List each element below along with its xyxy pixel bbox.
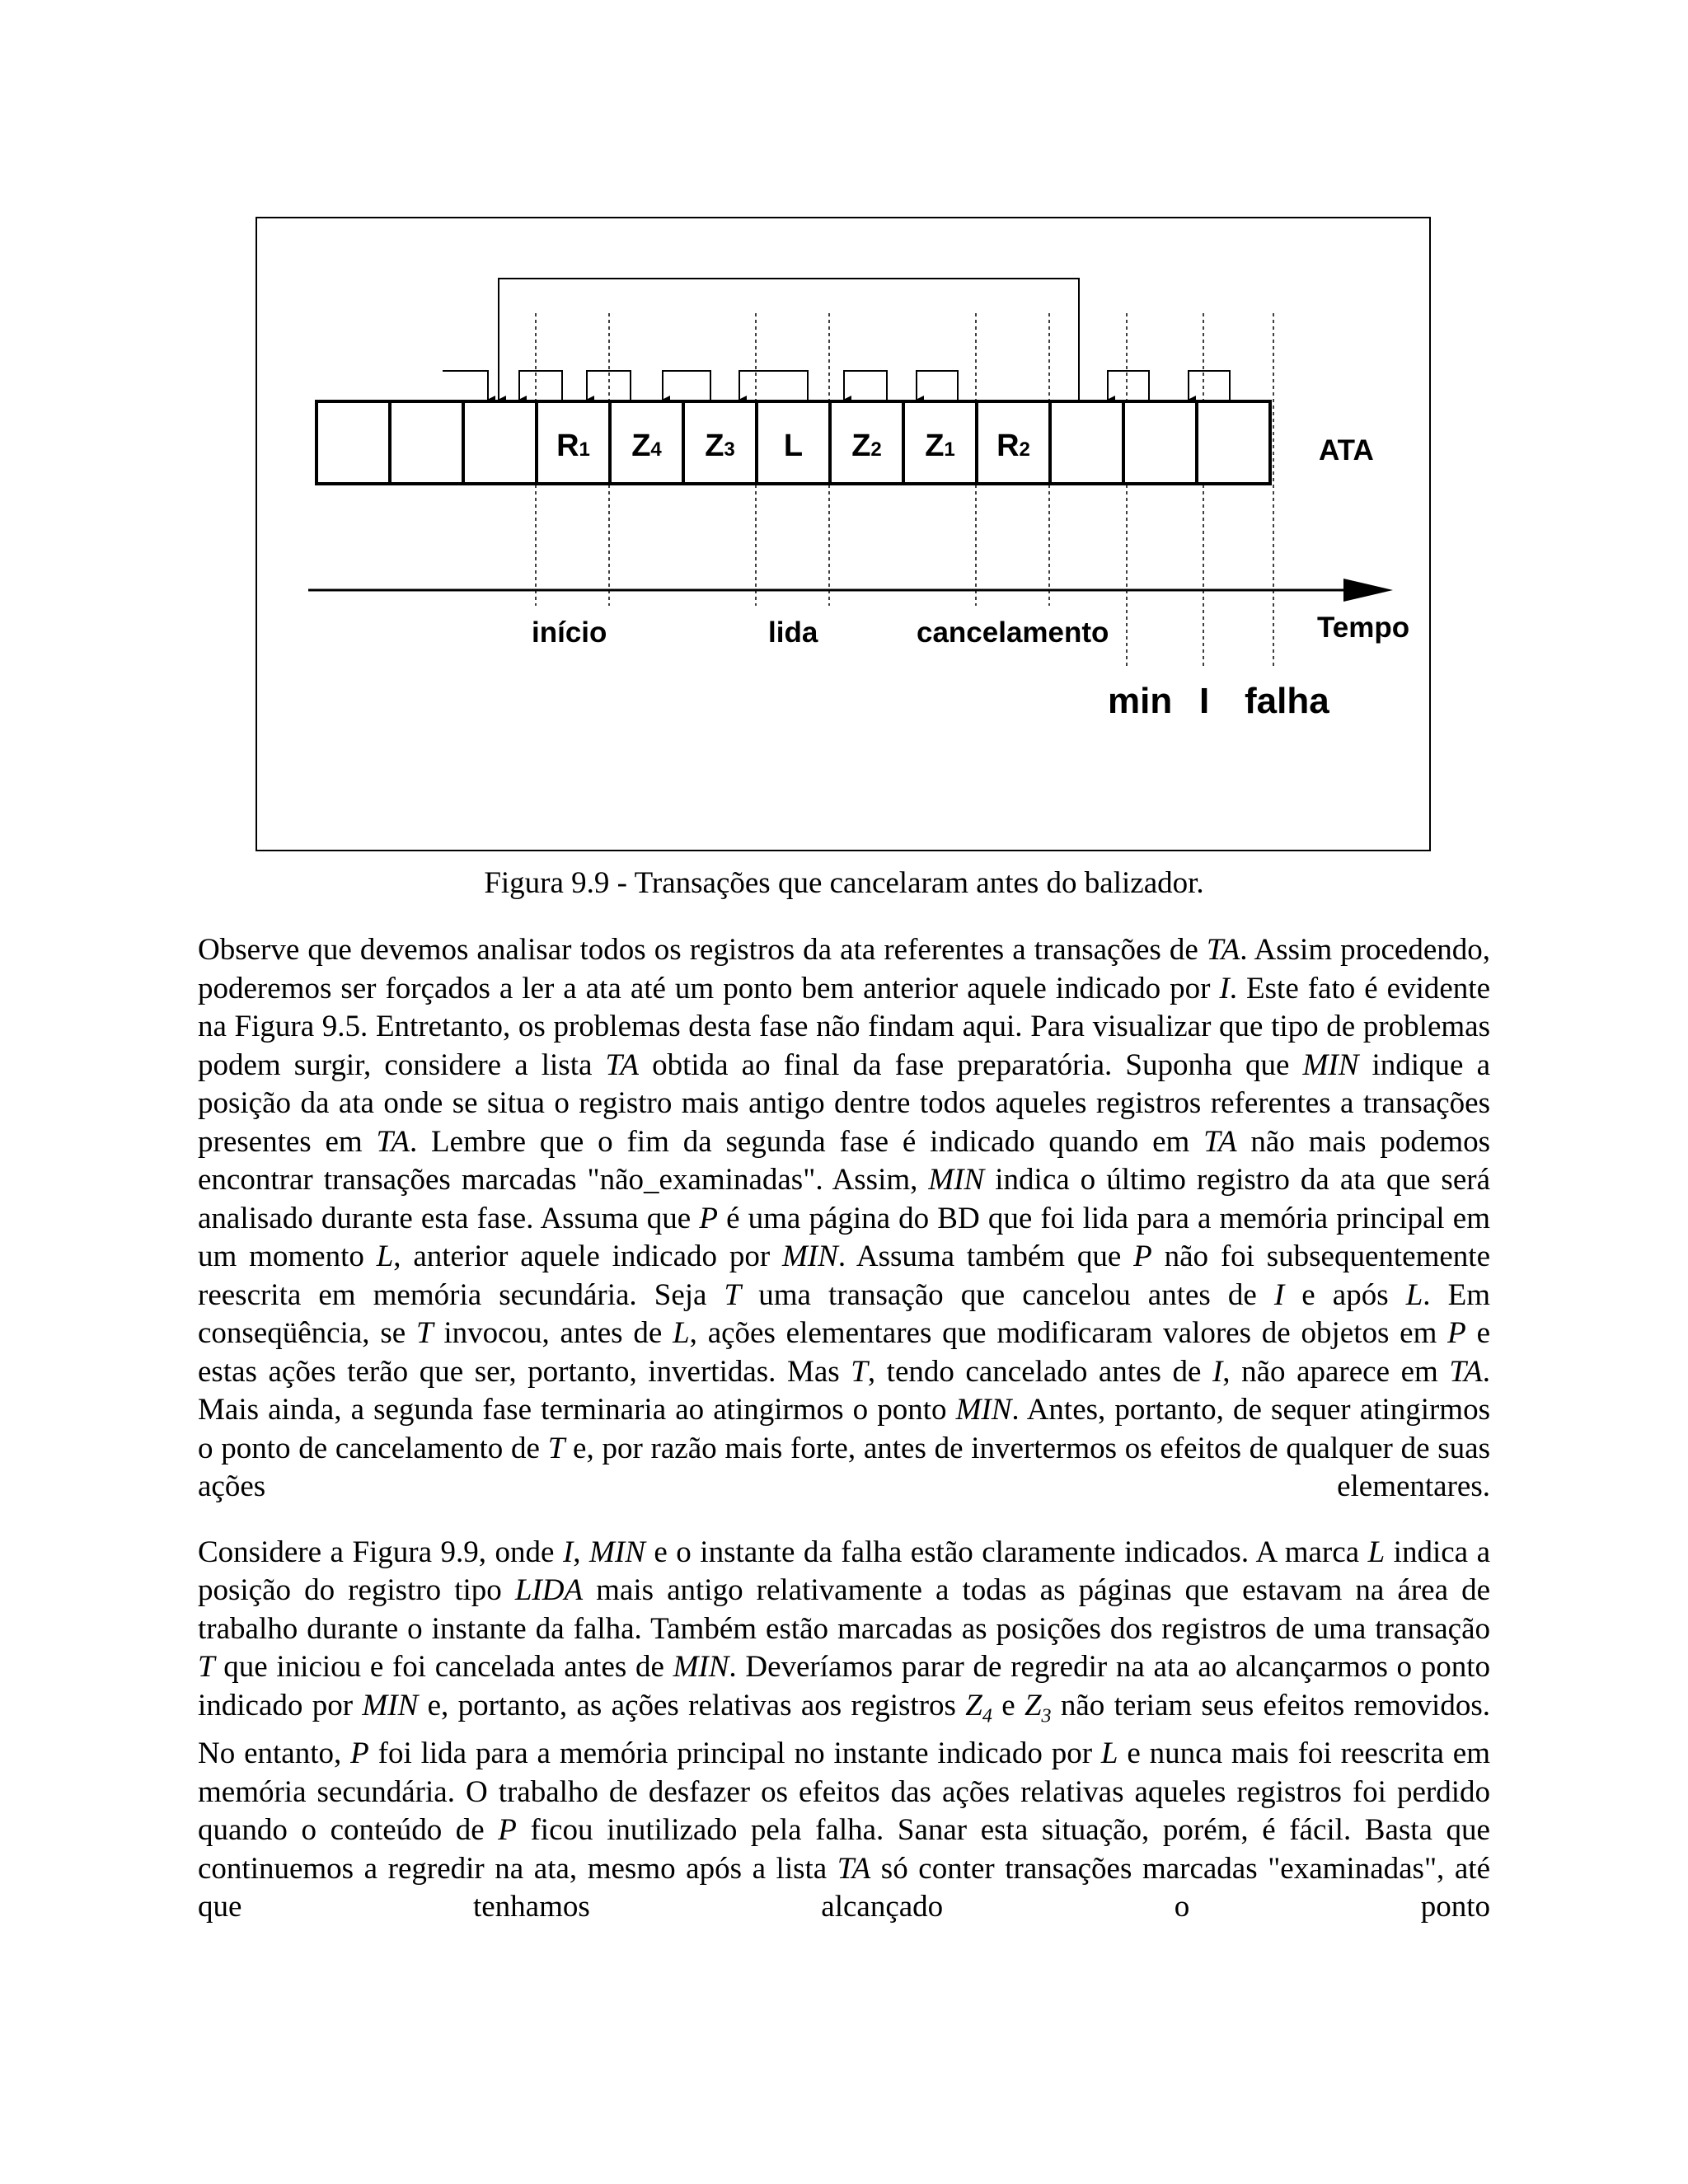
log-cell [1123,401,1197,484]
log-cells [316,401,1270,484]
log-cell [390,401,463,484]
log-cell [1050,401,1123,484]
marker-i: I [1199,681,1210,721]
log-cell-label: Z3 [705,429,735,463]
log-cell-label: Z4 [631,429,662,463]
marker-min: min [1108,681,1173,721]
time-axis [308,579,1393,602]
figure-9-9 [256,217,1431,851]
paragraph-1: Observe que devemos analisar todos os registros da ata referentes a transações de TA. Assim procedendo, poderemos ser forçados a ler a ata até um ponto bem anterior aquele indicado por I. Este fato é evidente na Figura 9.5. Entretanto, os problemas desta fase não findam aqui. Para visualizar que tipo de problemas podem surgir, considere a lista TA obtida ao final da fase preparatória. Suponha que MIN indique a posição da ata onde se situa o registro mais antigo dentre todos aqueles registros referentes a transações presentes em TA. Lembre que o fim da segunda fase é indicado quando em TA não mais podemos encontrar transações marcadas "não_examinadas". Assim, MIN indica o último registro da ata que será analisado durante esta fase. Assuma que P é uma página do BD que foi lida para a memória principal em um momento L, anterior aquele indicado por MIN. Assuma também que P não foi subsequentemente reescrita em memória secundária. Seja T uma transação que cancelou antes de I e após L. Em conseqüência, se T invocou, antes de L, ações elementares que modificaram valores de objetos em P e estas ações terão que ser, portanto, invertidas. Mas T, tendo cancelado antes de I, não aparece em TA. Mais ainda, a segunda fase terminaria ao atingirmos o ponto MIN. Antes, portanto, de sequer atingirmos o ponto de cancelamento de T e, por razão mais forte, antes de invertermos os efeitos de qualquer de suas ações elementares. [198,933,1491,1503]
figure-caption: Figura 9.9 - Transações que cancelaram antes do balizador. [484,866,1204,900]
marker-cancelamento: cancelamento [917,616,1109,649]
log-cell-label: Z1 [925,429,955,463]
log-cell-label: Z2 [851,429,882,463]
log-cell-label: R1 [556,429,590,463]
back-pointers [443,371,1230,404]
log-cell-label: R2 [996,429,1030,463]
marker-falha: falha [1245,681,1329,721]
axis-label: Tempo [1317,612,1410,644]
log-timeline-diagram [257,218,1432,853]
axis-arrowhead [1343,579,1393,602]
marker-lida: lida [768,616,818,649]
log-cell [316,401,390,484]
log-cell [463,401,537,484]
paragraph-2: Considere a Figura 9.9, onde I, MIN e o instante da falha estão claramente indicados. A marca L indica a posição do registro tipo LIDA mais antigo relativamente a todas as páginas que estavam na área de trabalho durante o instante da falha. Também estão marcadas as posições dos registros de uma transação T que iniciou e foi cancelada antes de MIN. Deveríamos parar de regredir na ata ao alcançarmos o ponto indicado por MIN e, portanto, as ações relativas aos registros $Z_4$ e $Z_3$ não teriam seus efeitos removidos. No entanto, P foi lida para a memória principal no instante indicado por L e nunca mais foi reescrita em memória secundária. O trabalho de desfazer os efeitos das ações relativas aqueles registros foi perdido quando o conteúdo de P ficou inutilizado pela falha. Sanar esta situação, porém, é fácil. Basta que continuemos a regredir na ata, mesmo após a lista TA só conter transações marcadas "examinadas", até que tenhamos alcançado o ponto [198,1535,1491,1924]
log-cell-label: L [783,429,804,463]
log-cell [1197,401,1270,484]
log-label: ATA [1319,434,1374,466]
body-text [198,931,1490,1954]
marker-inicio: início [532,616,607,649]
guide-lines [536,313,1273,668]
long-back-pointer [499,279,1079,404]
